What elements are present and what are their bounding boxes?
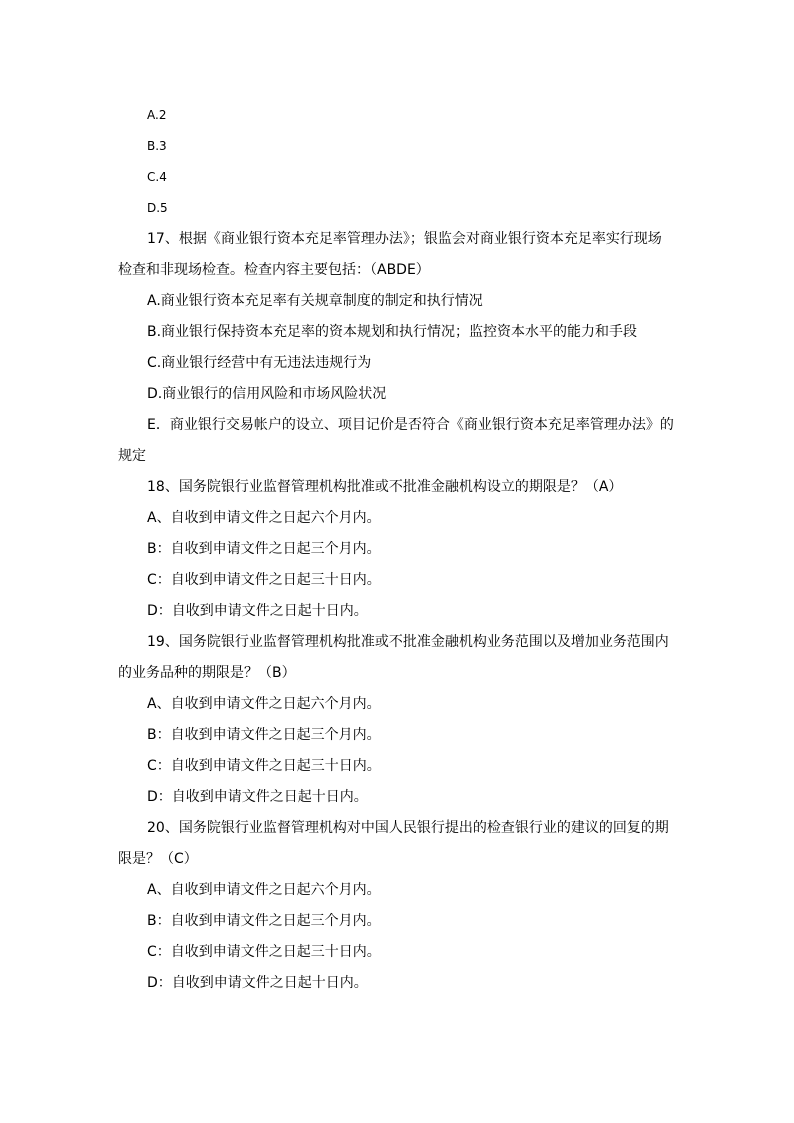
question-20-line-2: 限是？（C） [118,851,198,867]
q20-option-d: D：自收到申请文件之日起十日内。 [147,975,368,991]
q18-option-b: B：自收到申请文件之日起三个月内。 [147,541,381,557]
q20-option-b: B：自收到申请文件之日起三个月内。 [147,913,381,929]
q19-option-d: D：自收到申请文件之日起十日内。 [147,789,368,805]
question-17-line-1: 17、根据《商业银行资本充足率管理办法》；银监会对商业银行资本充足率实行现场 [147,231,662,247]
question-17-line-2: 检查和非现场检查。检查内容主要包括：（ABDE） [118,262,430,278]
option-c: C.4 [147,170,167,184]
q17-option-a: A.商业银行资本充足率有关规章制度的制定和执行情况 [147,293,483,309]
question-20-line-1: 20、国务院银行业监督管理机构对中国人民银行提出的检查银行业的建议的回复的期 [147,820,669,836]
q18-option-c: C：自收到申请文件之日起三十日内。 [147,572,381,588]
q17-option-e-line-2: 规定 [118,448,146,464]
q17-option-b: B.商业银行保持资本充足率的资本规划和执行情况；监控资本水平的能力和手段 [147,324,638,340]
q17-option-e-line-1: E．商业银行交易帐户的设立、项目记价是否符合《商业银行资本充足率管理办法》的 [147,417,674,433]
q18-option-d: D：自收到申请文件之日起十日内。 [147,603,368,619]
option-a: A.2 [147,108,167,122]
q17-option-c: C.商业银行经营中有无违法违规行为 [147,355,372,371]
question-18: 18、国务院银行业监督管理机构批准或不批准金融机构设立的期限是？（A） [147,479,623,495]
question-19-line-2: 的业务品种的期限是？（B） [118,665,296,681]
q20-option-a: A、自收到申请文件之日起六个月内。 [147,882,381,898]
option-d: D.5 [147,201,168,215]
q18-option-a: A、自收到申请文件之日起六个月内。 [147,510,381,526]
q20-option-c: C：自收到申请文件之日起三十日内。 [147,944,381,960]
q19-option-c: C：自收到申请文件之日起三十日内。 [147,758,381,774]
question-19-line-1: 19、国务院银行业监督管理机构批准或不批准金融机构业务范围以及增加业务范围内 [147,634,669,650]
option-b: B.3 [147,139,167,153]
q17-option-d: D.商业银行的信用风险和市场风险状况 [147,386,387,402]
q19-option-a: A、自收到申请文件之日起六个月内。 [147,696,381,712]
q19-option-b: B：自收到申请文件之日起三个月内。 [147,727,381,743]
